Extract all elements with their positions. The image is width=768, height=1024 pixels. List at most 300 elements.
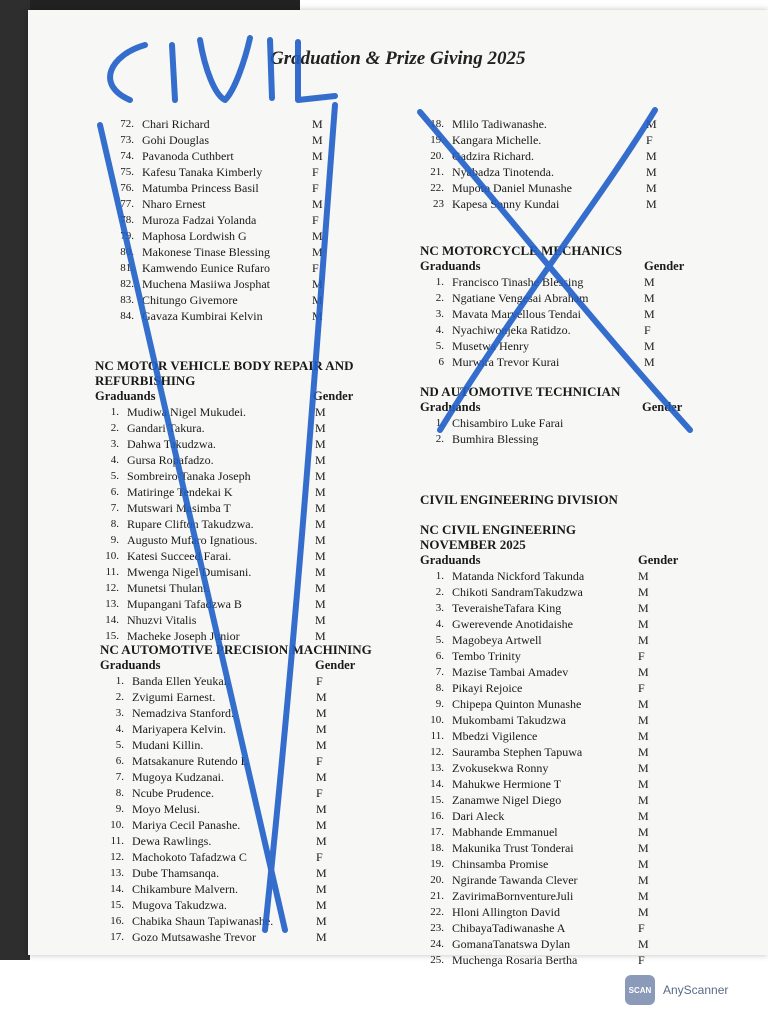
item-number: 15. — [105, 630, 119, 642]
item-number: 12. — [430, 746, 444, 758]
item-number: 17. — [430, 826, 444, 838]
list-item — [420, 824, 700, 840]
list-item — [420, 840, 700, 856]
item-number: 76. — [120, 182, 134, 194]
item-number: 9. — [110, 534, 119, 546]
item-number: 3. — [115, 707, 124, 719]
gender-value: F — [638, 953, 645, 967]
list-item — [420, 322, 700, 338]
item-number: 1. — [115, 675, 124, 687]
list-item — [420, 180, 657, 196]
gender-value: M — [312, 229, 323, 243]
graduand-name: Chari Richard — [142, 117, 210, 131]
precision-heading: NC AUTOMOTIVE PRECISION MACHINING — [100, 642, 372, 657]
scanner-app-name: AnyScanner — [663, 983, 729, 997]
list-item — [110, 212, 319, 228]
graduand-name: Katesi Succeed Farai. — [127, 549, 232, 563]
gender-value: M — [638, 761, 649, 775]
graduand-name: Mugova Takudzwa. — [132, 898, 227, 912]
graduand-name: Nharo Ernest — [142, 197, 206, 211]
graduand-name: Dahwa Takudzwa. — [127, 437, 216, 451]
background-edge-left — [0, 0, 30, 960]
item-number: 2. — [435, 433, 444, 445]
graduand-name: Gursa Ropafadzo. — [127, 453, 214, 467]
list-item — [420, 696, 700, 712]
item-number: 5. — [435, 340, 444, 352]
item-number: 73. — [120, 134, 134, 146]
gender-value: M — [638, 809, 649, 823]
list-item — [110, 292, 323, 308]
list-item — [95, 484, 395, 500]
gender-value: F — [316, 786, 323, 800]
graduand-name: Mwenga Nigel Dumisani. — [127, 565, 252, 579]
graduand-name: Matsakanure Rutendo L — [132, 754, 248, 768]
list-item — [100, 913, 410, 929]
graduand-name: Matanda Nickford Takunda — [452, 569, 585, 583]
item-number: 10. — [105, 550, 119, 562]
graduand-name: Chipepa Quinton Munashe — [452, 697, 582, 711]
graduand-name: Muchenga Rosaria Bertha — [452, 953, 578, 967]
list-item — [420, 600, 700, 616]
graduand-name: ChibayaTadiwanashe A — [452, 921, 566, 935]
item-number: 6. — [110, 486, 119, 498]
gender-value: M — [646, 197, 657, 211]
gender-value: M — [315, 469, 326, 483]
item-number: 5. — [115, 739, 124, 751]
gender-value: M — [638, 585, 649, 599]
list-item — [420, 760, 700, 776]
item-number: 23 — [433, 198, 444, 210]
item-number: 12. — [110, 851, 124, 863]
list-item — [110, 260, 319, 276]
item-number: 11. — [430, 730, 444, 742]
graduand-name: Chikambure Malvern. — [132, 882, 238, 896]
graduand-name: Zvigumi Earnest. — [132, 690, 216, 704]
graduand-name: Muroza Fadzai Yolanda — [142, 213, 257, 227]
civil-section — [420, 522, 700, 968]
graduand-name: Ngirande Tawanda Clever — [452, 873, 578, 887]
gender-value: M — [312, 245, 323, 259]
item-number: 4. — [435, 324, 444, 336]
list-item — [95, 596, 395, 612]
gender-value: M — [638, 905, 649, 919]
list-item — [110, 196, 323, 212]
graduand-name: Mudiwa Nigel Mukudei. — [127, 405, 246, 419]
graduand-name: Mabhande Emmanuel — [452, 825, 558, 839]
gender-value: M — [315, 437, 326, 451]
list-item — [420, 132, 653, 148]
gender-value: M — [638, 617, 649, 631]
graduand-name: Musetwa Henry — [452, 339, 529, 353]
graduand-name: Gandari Takura. — [127, 421, 205, 435]
graduand-name: Francisco Tinashe Blessing — [452, 275, 584, 289]
gender-value: M — [638, 601, 649, 615]
list-item — [420, 116, 657, 132]
graduand-name: TeveraisheTafara King — [452, 601, 562, 615]
item-number: 3. — [435, 602, 444, 614]
list-item — [95, 452, 395, 468]
list-item — [100, 817, 410, 833]
graduand-name: Kangara Michelle. — [452, 133, 542, 147]
civil-heading: NC CIVIL ENGINEERING NOVEMBER 2025 — [420, 522, 577, 552]
item-number: 14. — [430, 778, 444, 790]
list-item — [420, 792, 700, 808]
item-number: 13. — [110, 867, 124, 879]
list-item — [95, 612, 395, 628]
item-number: 11. — [105, 566, 119, 578]
list-item — [95, 516, 395, 532]
gender-value: M — [312, 277, 323, 291]
graduand-name: Gwerevende Anotidaishe — [452, 617, 573, 631]
graduand-name: Mbedzi Vigilence — [452, 729, 538, 743]
item-number: 21. — [430, 890, 444, 902]
item-number: 23. — [430, 922, 444, 934]
gender-value: M — [316, 898, 327, 912]
gender-value: F — [638, 649, 645, 663]
gender-value: M — [646, 181, 657, 195]
list-item — [420, 584, 700, 600]
gender-value: M — [316, 882, 327, 896]
list-item — [420, 648, 700, 664]
graduand-name: Tembo Trinity — [452, 649, 521, 663]
graduand-name: Mahukwe Hermione T — [452, 777, 562, 791]
graduand-name: Matumba Princess Basil — [142, 181, 259, 195]
gender-value: F — [312, 181, 319, 195]
item-number: 11. — [110, 835, 124, 847]
graduand-name: Dewa Rawlings. — [132, 834, 212, 848]
item-number: 14. — [110, 883, 124, 895]
graduand-name: Muchena Masiiwa Josphat — [142, 277, 270, 291]
gender-value: M — [315, 421, 326, 435]
graduand-name: Banda Ellen Yeukai. — [132, 674, 230, 688]
graduand-name: Mazise Tambai Amadev — [452, 665, 569, 679]
gender-value: M — [646, 165, 657, 179]
item-number: 77. — [120, 198, 134, 210]
item-number: 20. — [430, 150, 444, 162]
list-item — [420, 148, 657, 164]
page-title: Graduation & Prize Giving 2025 — [270, 48, 526, 69]
item-number: 72. — [120, 118, 134, 130]
gender-label: Gender — [313, 389, 354, 403]
graduand-name: Sauramba Stephen Tapuwa — [452, 745, 583, 759]
motorcycle-section — [420, 243, 700, 370]
list-item — [420, 164, 657, 180]
graduand-name: Gozo Mutsawashe Trevor — [132, 930, 256, 944]
graduand-name: Ngatiane Vengesai Abraham — [452, 291, 589, 305]
graduands-label: Graduands — [95, 389, 156, 403]
graduand-name: Mlilo Tadiwanashe. — [452, 117, 547, 131]
motorcycle-heading: NC MOTORCYCLE MECHANICS — [420, 243, 622, 258]
item-number: 8. — [115, 787, 124, 799]
gender-value: M — [638, 745, 649, 759]
list-item — [420, 431, 700, 447]
list-item — [95, 436, 395, 452]
gender-value: M — [644, 291, 655, 305]
automotive-tech-heading: ND AUTOMOTIVE TECHNICIAN — [420, 384, 621, 399]
graduand-name: Dari Aleck — [452, 809, 505, 823]
scanner-watermark — [625, 975, 728, 1005]
graduands-label: Graduands — [420, 553, 481, 567]
item-number: 6. — [435, 650, 444, 662]
gender-value: M — [638, 713, 649, 727]
graduand-name: Nhuzvi Vitalis — [127, 613, 197, 627]
list-item — [100, 929, 410, 945]
gender-value: M — [316, 914, 327, 928]
item-number: 3. — [435, 308, 444, 320]
gender-value: M — [312, 117, 323, 131]
gender-value: M — [638, 873, 649, 887]
item-number: 7. — [435, 666, 444, 678]
item-number: 75. — [120, 166, 134, 178]
item-number: 84. — [120, 310, 134, 322]
item-number: 10. — [110, 819, 124, 831]
gender-value: M — [316, 802, 327, 816]
list-item — [420, 290, 700, 306]
list-item — [100, 673, 410, 689]
item-number: 1. — [435, 276, 444, 288]
graduand-name: Mupoto Daniel Munashe — [452, 181, 572, 195]
graduand-name: Moyo Melusi. — [132, 802, 201, 816]
item-number: 14. — [105, 614, 119, 626]
list-item — [420, 808, 700, 824]
gender-label: Gender — [642, 400, 683, 414]
gender-value: M — [316, 738, 327, 752]
item-number: 2. — [110, 422, 119, 434]
gender-value: M — [638, 937, 649, 951]
gender-value: M — [316, 866, 327, 880]
gender-value: F — [638, 681, 645, 695]
graduand-name: Maphosa Lordwish G — [142, 229, 247, 243]
graduand-name: Chisambiro Luke Farai — [452, 416, 564, 430]
graduand-name: Munetsi Thulani. — [127, 581, 210, 595]
gender-value: M — [644, 339, 655, 353]
graduand-name: Mukombami Takudzwa — [452, 713, 566, 727]
graduand-name: Machokoto Tafadzwa C — [132, 850, 247, 864]
item-number: 2. — [435, 586, 444, 598]
gender-value: M — [316, 706, 327, 720]
item-number: 18. — [430, 118, 444, 130]
item-number: 22. — [430, 182, 444, 194]
gender-value: M — [638, 633, 649, 647]
gender-value: F — [644, 323, 651, 337]
item-number: 4. — [115, 723, 124, 735]
gender-value: M — [638, 569, 649, 583]
item-number: 79. — [120, 230, 134, 242]
list-item — [110, 116, 323, 132]
graduand-name: Mariyapera Kelvin. — [132, 722, 226, 736]
list-item — [100, 785, 410, 801]
gender-value: F — [316, 850, 323, 864]
list-item — [95, 564, 395, 580]
gender-value: M — [312, 293, 323, 307]
gender-value: F — [316, 674, 323, 688]
list-item — [420, 872, 700, 888]
item-number: 6 — [438, 356, 444, 368]
graduands-label: Graduands — [420, 259, 481, 273]
gender-value: F — [312, 165, 319, 179]
list-item — [420, 936, 700, 952]
list-item — [420, 274, 700, 290]
gender-value: F — [646, 133, 653, 147]
item-number: 2. — [115, 691, 124, 703]
graduand-name: Kafesu Tanaka Kimberly — [142, 165, 263, 179]
gender-value: M — [312, 149, 323, 163]
gender-value: F — [316, 754, 323, 768]
gender-value: M — [638, 793, 649, 807]
item-number: 4. — [435, 618, 444, 630]
gender-value: M — [316, 834, 327, 848]
item-number: 7. — [110, 502, 119, 514]
list-item — [95, 532, 395, 548]
gender-value: M — [315, 549, 326, 563]
gender-label: Gender — [315, 658, 356, 672]
gender-value: M — [312, 133, 323, 147]
item-number: 7. — [115, 771, 124, 783]
graduand-name: GomanaTanatswa Dylan — [452, 937, 571, 951]
graduand-name: Magobeya Artwell — [452, 633, 542, 647]
graduand-name: Gadzira Richard. — [452, 149, 534, 163]
list-item — [110, 132, 323, 148]
item-number: 74. — [120, 150, 134, 162]
item-number: 1. — [110, 406, 119, 418]
gender-value: M — [315, 533, 326, 547]
gender-value: M — [646, 149, 657, 163]
list-item — [100, 769, 410, 785]
list-item — [420, 306, 700, 322]
list-item — [420, 196, 657, 212]
gender-value: M — [315, 453, 326, 467]
right-top-list — [420, 116, 657, 212]
precision-section — [100, 642, 410, 945]
item-number: 24. — [430, 938, 444, 950]
gender-label: Gender — [638, 553, 679, 567]
gender-value: M — [644, 275, 655, 289]
item-number: 82. — [120, 278, 134, 290]
gender-value: M — [644, 307, 655, 321]
item-number: 10. — [430, 714, 444, 726]
item-number: 13. — [105, 598, 119, 610]
item-number: 78. — [120, 214, 134, 226]
list-item — [100, 881, 410, 897]
item-number: 25. — [430, 954, 444, 966]
graduand-name: Pikayi Rejoice — [452, 681, 523, 695]
gender-value: M — [315, 405, 326, 419]
list-item — [100, 689, 410, 705]
item-number: 1. — [435, 570, 444, 582]
list-item — [420, 680, 700, 696]
graduand-name: Chikoti SandramTakudzwa — [452, 585, 583, 599]
graduand-name: Chitungo Givemore — [142, 293, 238, 307]
gender-value: M — [646, 117, 657, 131]
gender-value: M — [316, 930, 327, 944]
list-item — [420, 338, 700, 354]
list-item — [100, 849, 410, 865]
item-number: 1. — [435, 417, 444, 429]
list-item — [420, 616, 700, 632]
item-number: 80. — [120, 246, 134, 258]
item-number: 83. — [120, 294, 134, 306]
item-number: 5. — [110, 470, 119, 482]
graduand-name: Makunika Trust Tonderai — [452, 841, 574, 855]
automotive-tech-section — [420, 384, 700, 447]
list-item — [420, 904, 700, 920]
graduand-name: Zvokusekwa Ronny — [452, 761, 549, 775]
list-item — [420, 856, 700, 872]
list-item — [100, 801, 410, 817]
body-repair-section — [95, 358, 395, 644]
list-item — [420, 664, 700, 680]
graduand-name: Ncube Prudence. — [132, 786, 214, 800]
list-item — [420, 744, 700, 760]
graduand-name: Kamwendo Eunice Rufaro — [142, 261, 270, 275]
gender-value: M — [638, 857, 649, 871]
graduand-name: Mavata Marvellous Tendai — [452, 307, 581, 321]
list-item — [100, 753, 410, 769]
gender-value: M — [638, 729, 649, 743]
graduand-name: Matiringe Tendekai K — [127, 485, 233, 499]
graduand-name: Chabika Shaun Tapiwanashe. — [132, 914, 274, 928]
left-top-list — [110, 116, 323, 324]
list-item — [100, 721, 410, 737]
item-number: 3. — [110, 438, 119, 450]
gender-value: M — [316, 690, 327, 704]
list-item — [420, 712, 700, 728]
list-item — [110, 244, 323, 260]
item-number: 4. — [110, 454, 119, 466]
gender-value: M — [315, 501, 326, 515]
gender-value: F — [312, 213, 319, 227]
graduands-label: Graduands — [420, 400, 481, 414]
graduand-name: Kapesa Sonny Kundai — [452, 197, 560, 211]
item-number: 18. — [430, 842, 444, 854]
gender-value: M — [638, 697, 649, 711]
graduands-label: Graduands — [100, 658, 161, 672]
list-item — [110, 180, 319, 196]
list-item — [420, 776, 700, 792]
graduand-name: Dube Thamsanqa. — [132, 866, 220, 880]
gender-value: M — [316, 770, 327, 784]
graduand-name: Makonese Tinase Blessing — [142, 245, 271, 259]
graduand-name: Zanamwe Nigel Diego — [452, 793, 562, 807]
item-number: 9. — [435, 698, 444, 710]
item-number: 8. — [435, 682, 444, 694]
list-item — [420, 920, 700, 936]
gender-value: M — [316, 722, 327, 736]
item-number: 20. — [430, 874, 444, 886]
item-number: 9. — [115, 803, 124, 815]
list-item — [420, 632, 700, 648]
list-item — [110, 164, 319, 180]
gender-value: M — [316, 818, 327, 832]
gender-value: M — [315, 565, 326, 579]
graduand-name: Mariya Cecil Panashe. — [132, 818, 241, 832]
list-item — [420, 952, 700, 968]
graduand-name: Chinsamba Promise — [452, 857, 549, 871]
gender-value: M — [638, 841, 649, 855]
graduand-name: Nyabadza Tinotenda. — [452, 165, 554, 179]
list-item — [420, 354, 700, 370]
item-number: 15. — [430, 794, 444, 806]
gender-value: F — [312, 261, 319, 275]
graduand-name: Nemadziva Stanford. — [132, 706, 234, 720]
gender-value: M — [638, 889, 649, 903]
gender-label: Gender — [644, 259, 685, 273]
list-item — [110, 276, 323, 292]
graduand-name: Sombreiro Tanaka Joseph — [127, 469, 251, 483]
list-item — [95, 580, 395, 596]
list-item — [110, 308, 323, 324]
gender-value: M — [315, 517, 326, 531]
